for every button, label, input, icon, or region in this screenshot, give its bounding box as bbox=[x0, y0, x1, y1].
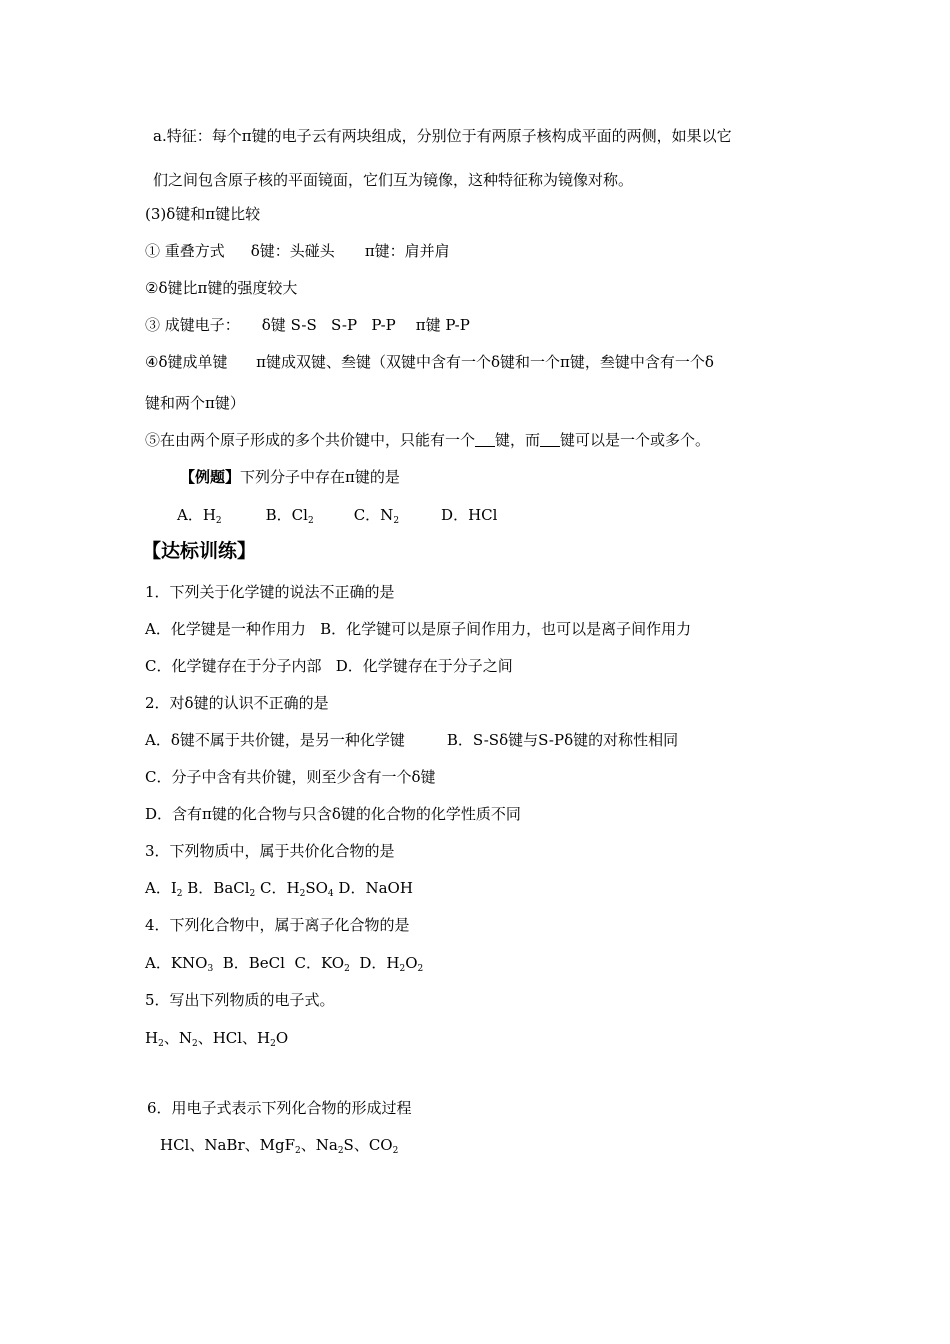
q2-option-c: C．分子中含有共价键，则至少含有一个δ键 bbox=[145, 768, 436, 786]
comparison-item-2: ②δ键比π键的强度较大 bbox=[145, 279, 298, 297]
item5-part-b: 键，而 bbox=[495, 431, 541, 449]
q3-options: A．$I_2$ B．BaCl$_2$ C．$H_2SO_4$ D．NaOH bbox=[145, 879, 413, 899]
q4-options: A．$KNO_3$ B．BeCl C．$KO_2$ D．$H_2O_2$ bbox=[145, 954, 424, 974]
q5: 5．写出下列物质的电子式。 bbox=[145, 991, 335, 1009]
practice-heading: 【达标训练】 bbox=[142, 540, 257, 562]
item5-part-a: ⑤在由两个原子形成的多个共价键中，只能有一个 bbox=[145, 431, 476, 449]
comparison-item-4-line-1: ④δ键成单键 π键成双键、叁键（双键中含有一个δ键和一个π键，叁键中含有一个δ bbox=[145, 353, 714, 371]
item1-sigma: δ键：头碰头 bbox=[250, 242, 335, 260]
comparison-item-1 bbox=[145, 241, 450, 261]
item3-sigma: δ键 S-S S-P P-P bbox=[261, 316, 396, 334]
comparison-item-4-line-2: 键和两个π键） bbox=[145, 394, 245, 412]
example-option-b: B．$Cl_2$ bbox=[265, 506, 314, 526]
q2: 2．对δ键的认识不正确的是 bbox=[145, 694, 329, 712]
example-option-c: C．$N_2$ bbox=[353, 506, 400, 526]
answer-blank-1[interactable] bbox=[475, 432, 495, 447]
q6-compounds: HCl、NaBr、MgF$_2$、$Na_2S$、$CO_2$ bbox=[160, 1136, 399, 1156]
example-question bbox=[180, 467, 400, 487]
item3-pi: π键 P-P bbox=[415, 316, 470, 334]
q6: 6．用电子式表示下列化合物的形成过程 bbox=[147, 1099, 412, 1117]
q2-option-b: B．S-Sδ键与S-Pδ键的对称性相同 bbox=[446, 731, 679, 749]
q5-substances: $H_2$、$N_2$、HCl、$H_2O$ bbox=[145, 1029, 289, 1049]
item3-label: ③ 成键电子： bbox=[145, 316, 240, 334]
item5-part-c: 键可以是一个或多个。 bbox=[560, 431, 711, 449]
q2-option-a: A．δ键不属于共价键，是另一种化学键 bbox=[145, 731, 405, 749]
comparison-title: (3)δ键和π键比较 bbox=[145, 205, 261, 223]
q2-options-ab bbox=[145, 730, 678, 750]
pi-feature-line-2: 们之间包含原子核的平面镜面，它们互为镜像，这种特征称为镜像对称。 bbox=[153, 171, 634, 189]
q1-options-cd: C．化学键存在于分子内部 D．化学键存在于分子之间 bbox=[145, 657, 513, 675]
q3: 3．下列物质中，属于共价化合物的是 bbox=[145, 842, 395, 860]
comparison-item-5 bbox=[145, 430, 710, 450]
q1-options-ab: A．化学键是一种作用力 B．化学键可以是原子间作用力，也可以是离子间作用力 bbox=[145, 620, 692, 638]
item1-label: ① 重叠方式 bbox=[145, 242, 225, 260]
answer-blank-2[interactable] bbox=[540, 432, 560, 447]
q2-option-d: D．含有π键的化合物与只含δ键的化合物的化学性质不同 bbox=[145, 805, 521, 823]
example-options bbox=[177, 505, 497, 525]
comparison-item-3 bbox=[145, 315, 470, 335]
item1-pi: π键：肩并肩 bbox=[364, 242, 450, 260]
example-tag: 【例题】 bbox=[180, 468, 241, 486]
example-question-text: 下列分子中存在π键的是 bbox=[240, 468, 400, 486]
q1: 1．下列关于化学键的说法不正确的是 bbox=[145, 583, 395, 601]
pi-feature-line-1: a.特征：每个π键的电子云有两块组成，分别位于有两原子核构成平面的两侧，如果以它 bbox=[153, 127, 732, 145]
q4: 4．下列化合物中，属于离子化合物的是 bbox=[145, 916, 410, 934]
example-option-a: A．$H_2$ bbox=[177, 506, 222, 526]
example-option-d: D．HCl bbox=[441, 506, 498, 524]
